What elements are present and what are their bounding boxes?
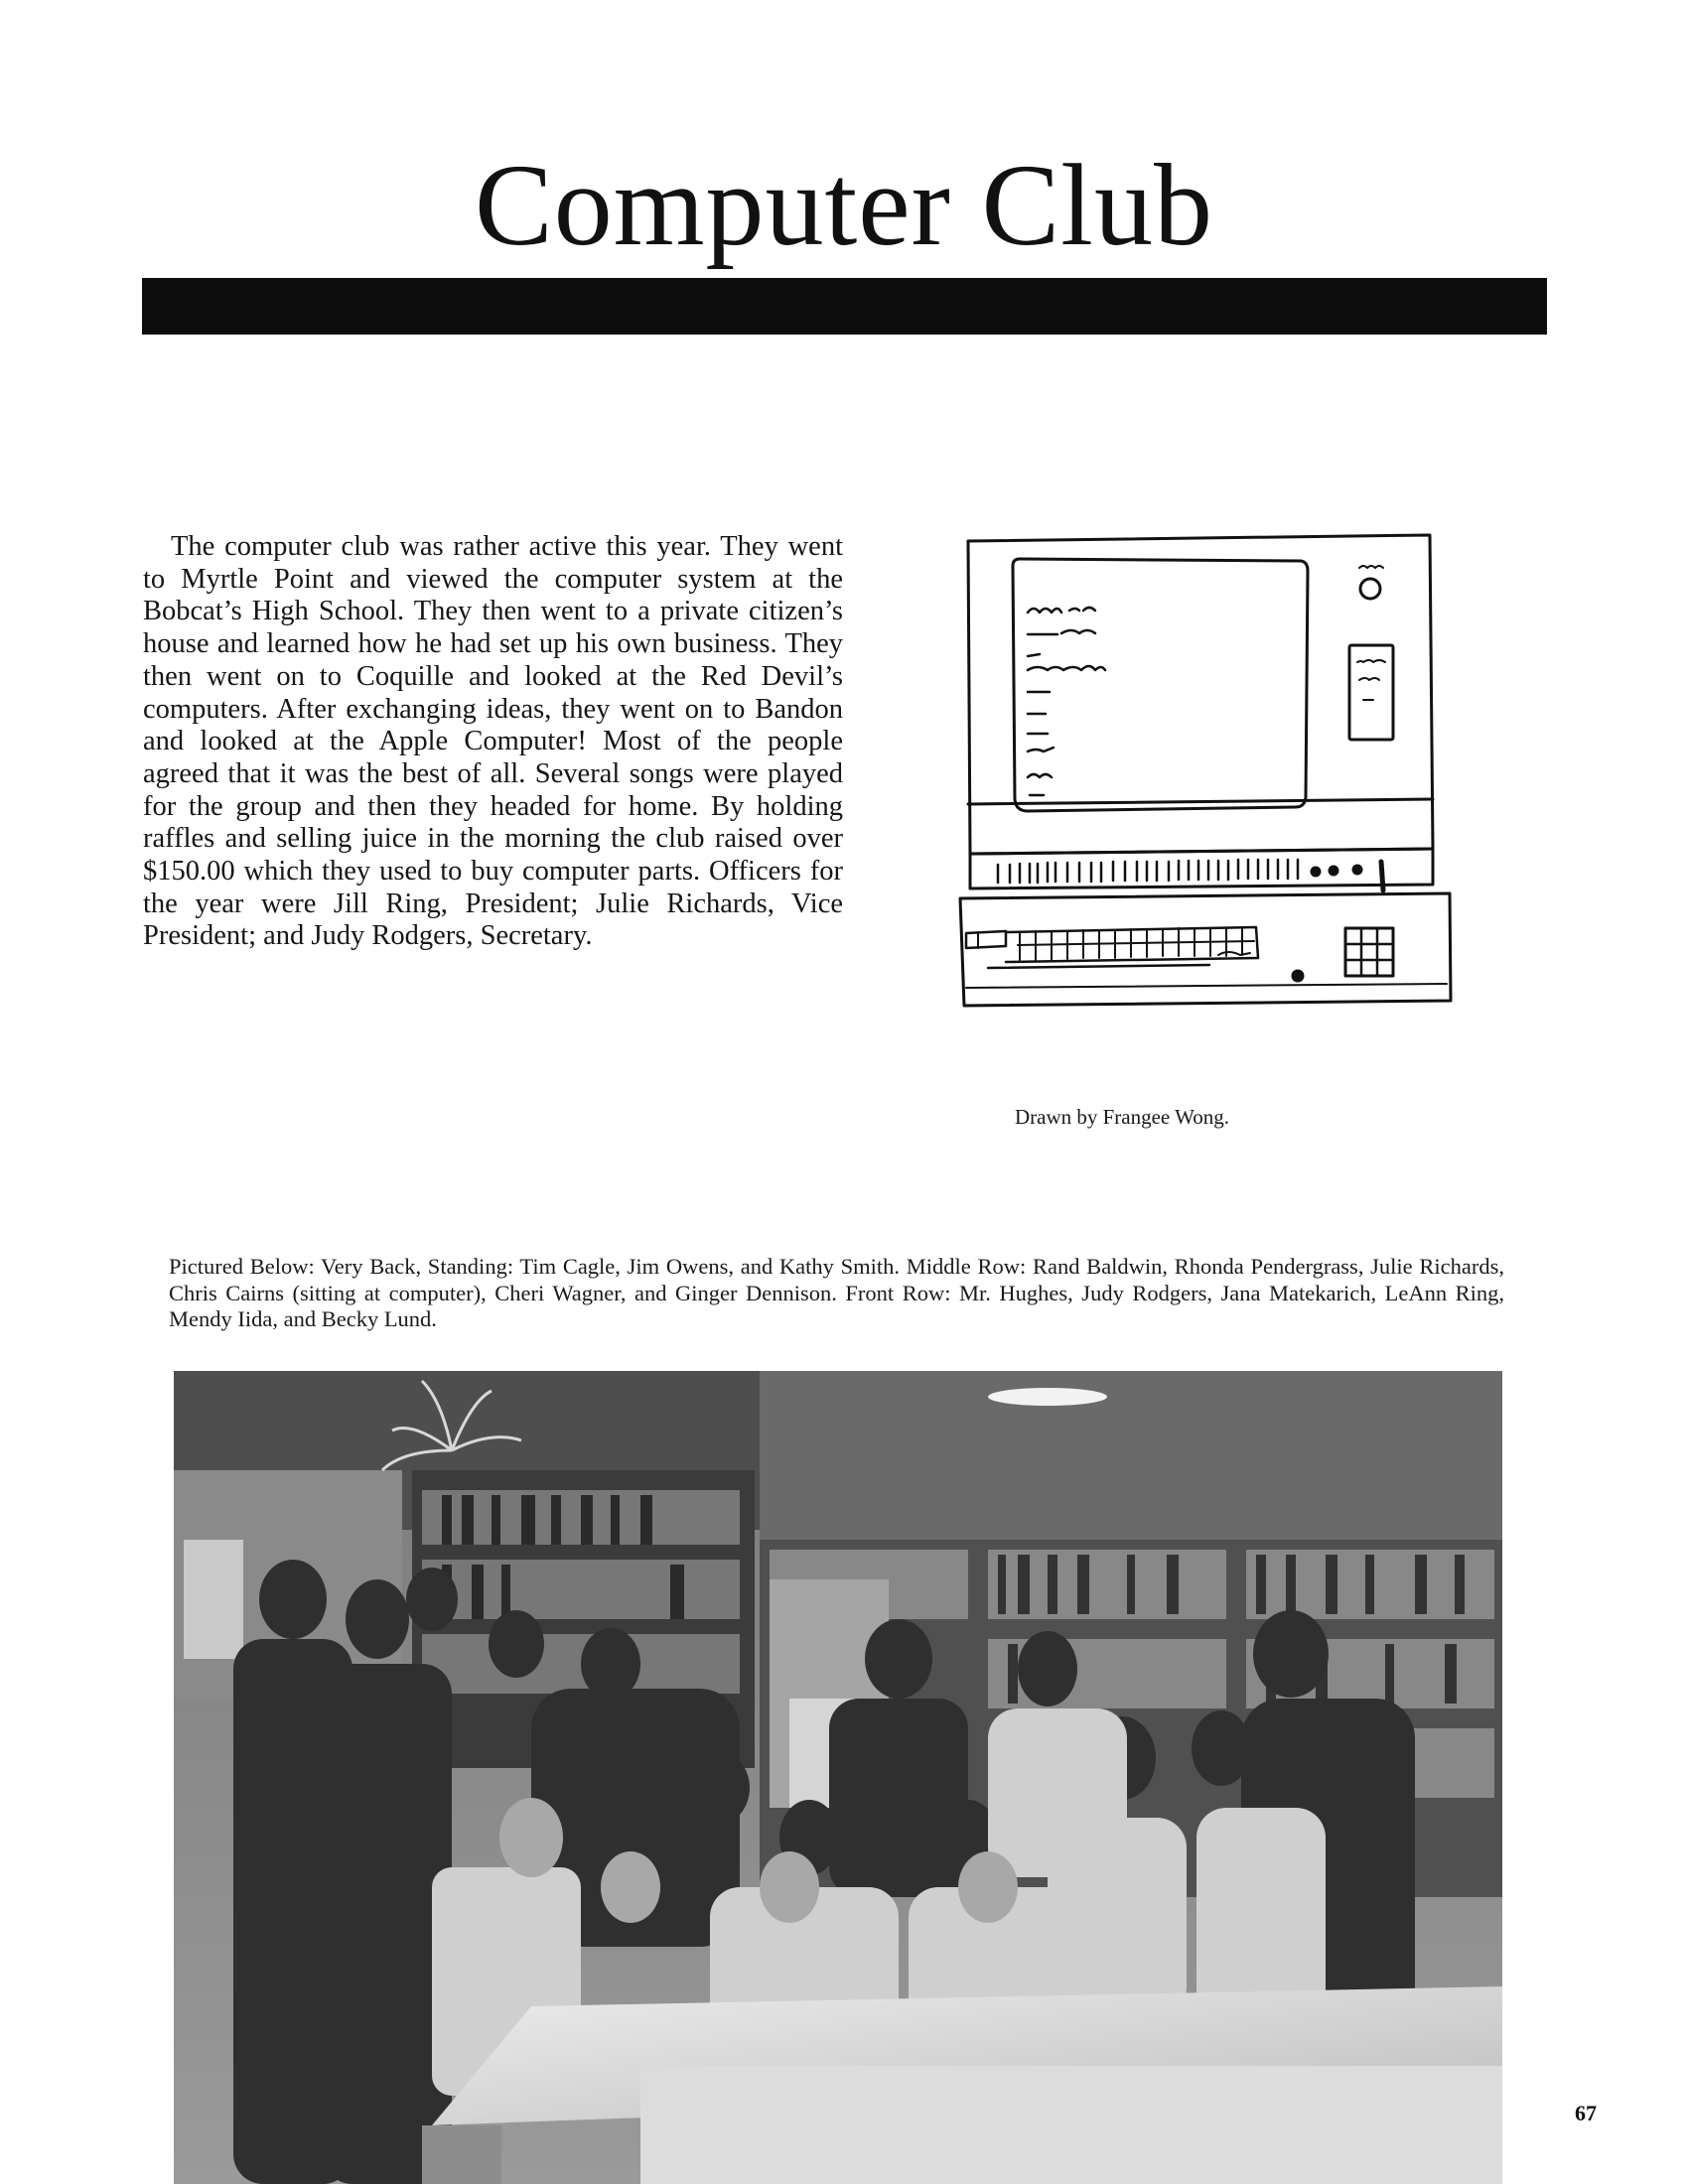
photo-caption: Pictured Below: Very Back, Standing: Tim Cagle, Jim Owens, and Kathy Smith. Middle Row: Rand Baldwin, Rhonda Pendergrass, Julie Richards, Chris Cairns (sitting at computer), Cheri Wagner, and Ginger Dennison. Front Row: Mr. Hughes, Judy Rodgers, Jana Matekarich, LeAnn Ring, Mendy Iida, and Becky Lund. bbox=[169, 1254, 1504, 1332]
page-title: Computer Club bbox=[475, 140, 1213, 270]
page-number: 67 bbox=[1575, 2101, 1597, 2125]
computer-drawing bbox=[958, 521, 1465, 1023]
club-description: The computer club was rather active this year. They went to Myrtle Point and viewed the computer system at the Bobcat’s High School. They then went to a private citizen’s house and learned how he had set up his own business. They then went on to Coquille and looked at the Red Devil’s computers. After exchanging ideas, they went on to Bandon and looked at the Apple Computer! Most of the people agreed that it was the best of all. Several songs were played for the group and then they headed for home. By holding raffles and selling juice in the morning the club raised over $150.00 which they used to buy computer parts. Officers for the year were Jill Ring, President; Julie Richards, Vice President; and Judy Rodgers, Secretary. bbox=[143, 531, 843, 952]
drawing-credit: Drawn by Frangee Wong. bbox=[1014, 1105, 1230, 1129]
club-group-photo bbox=[174, 1371, 1502, 2184]
title-rule-bar bbox=[142, 278, 1547, 335]
